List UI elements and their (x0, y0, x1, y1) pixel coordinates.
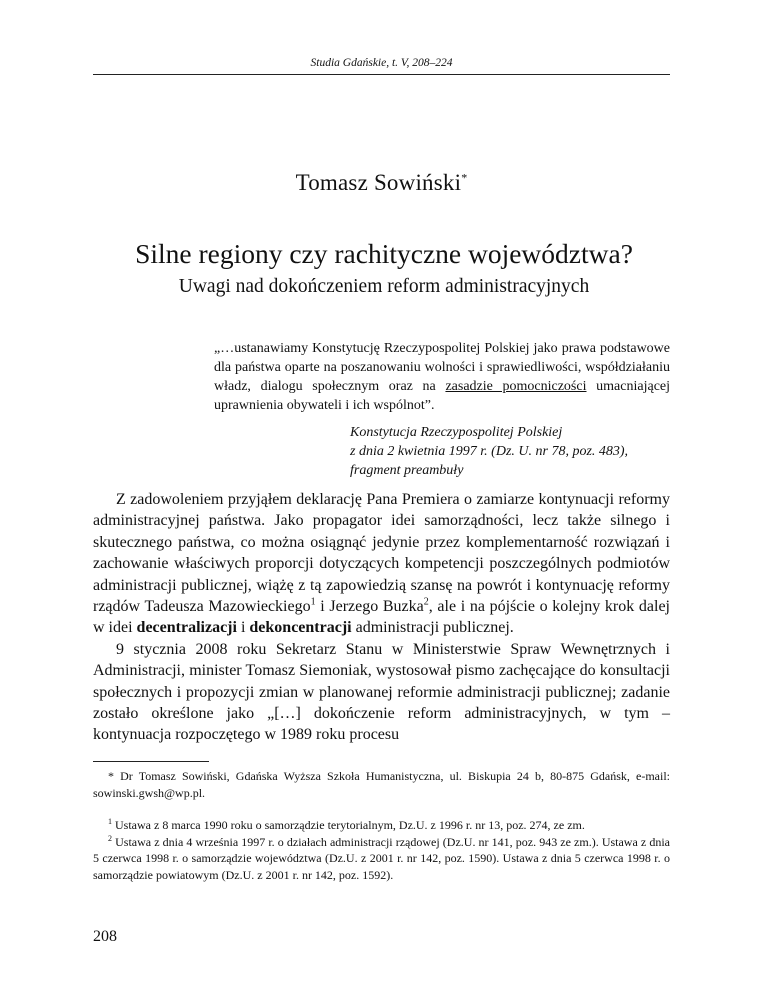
author-footnote-text: * Dr Tomasz Sowiński, Gdańska Wyższa Szkoła Humanistyczna, ul. Biskupia 24 b, 80-875 Gdańsk, e-mail: sowinski.gwsh@wp.pl. (93, 769, 670, 800)
footnote-text: Ustawa z 8 marca 1990 roku o samorządzie terytorialnym, Dz.U. z 1996 r. nr 13, poz. 274, ze zm. (112, 818, 585, 832)
author-name-text: Tomasz Sowiński (295, 170, 462, 195)
epigraph-source-line: z dnia 2 kwietnia 1997 r. (Dz. U. nr 78, poz. 483), (350, 444, 629, 459)
author-name (93, 170, 670, 196)
footnote-mark: 2 (108, 833, 112, 843)
footnote-ref-1: 1 (310, 596, 316, 608)
epigraph-source-line: fragment preambuły (350, 463, 464, 478)
page-number: 208 (93, 928, 117, 945)
footnote-2 (93, 834, 670, 884)
paragraph-text: i (236, 619, 250, 637)
footnotes (93, 817, 670, 883)
article-title: Silne regiony czy rachityczne województwa? (135, 238, 633, 269)
bold-term-decentralizacji: decentralizacji (136, 619, 237, 637)
paragraph-text: , ale i na pójście o kolejny krok dalej w idei (93, 598, 670, 637)
footnote-1 (93, 817, 670, 834)
epigraph-text-1: „…ustanawiamy Konstytucję Rzeczypospolitej Polskiej jako prawa podstawowe dla państwa oparte na poszanowaniu wolności i sprawiedliwości, współdziałaniu władz, dialogu społecznym oraz na (214, 341, 670, 394)
footnote-ref-2: 2 (423, 596, 429, 608)
article-subtitle: Uwagi nad dokończeniem reform administracyjnych (178, 276, 590, 297)
footnote-text: Ustawa z dnia 4 września 1997 r. o działach administracji rządowej (Dz.U. nr 141, poz. 943 ze zm.). Ustawa z dnia 5 czerwca 1998 r. o samorządzie województwa (Dz.U. z 2001 r. nr 142, poz. 1590). Ustawa z dnia 5 czerwca 1998 r. o samorządzie powiatowym (Dz.U. z 2001 r. nr 142, poz. 1592). (93, 834, 670, 882)
author-footnote (93, 768, 670, 801)
epigraph-underlined: zasadzie pomocniczości (445, 379, 587, 394)
body-text (93, 489, 670, 746)
footnote-mark: 1 (108, 817, 112, 826)
paragraph-2: 9 stycznia 2008 roku Sekretarz Stanu w Ministerstwie Spraw Wewnętrznych i Administracji, minister Tomasz Siemoniak, wystosował pismo zachęcające do konsultacji społecznych i propozycji zmian w planowanej reformie administracji publicznej; zadanie zostało określone jako „[…] dokończenie reform administracyjnych, w tym – kontynuacja rozpoczętego w 1989 roku procesu (93, 640, 670, 744)
epigraph-quote (214, 339, 670, 415)
author-footnote-mark: * (461, 170, 468, 185)
epigraph-source (350, 423, 680, 480)
paragraph-text: i Jerzego Buzka (315, 598, 424, 616)
footnote-divider (93, 761, 209, 762)
epigraph-source-line: Konstytucja Rzeczypospolitej Polskiej (350, 425, 563, 440)
epigraph-text-2: umacniającej uprawnienia obywateli i ich wspólnot”. (214, 379, 671, 413)
paragraph-text: Z zadowoleniem przyjąłem deklarację Pana Premiera o zamiarze kontynuacji reformy administracyjnej państwa. Jako propagator idei samorządności, lecz także silnego i skutecznego państwa, co można osiągnąć jedynie przez komplementarność rozwiązań i zachowanie właściwych proporcji dotyczących kompetencji poszczególnych podmiotów administracji publicznej, wiążę z tą zapowiedzią szansę na powrót i kontynuację reformy rządów Tadeusza Mazowieckiego (93, 491, 670, 616)
running-head: Studia Gdańskie, t. V, 208–224 (93, 57, 670, 75)
paragraph-text: administracji publicznej. (351, 619, 514, 637)
paragraph-1 (93, 489, 670, 639)
bold-term-dekoncentracji: dekoncentracji (249, 619, 352, 637)
